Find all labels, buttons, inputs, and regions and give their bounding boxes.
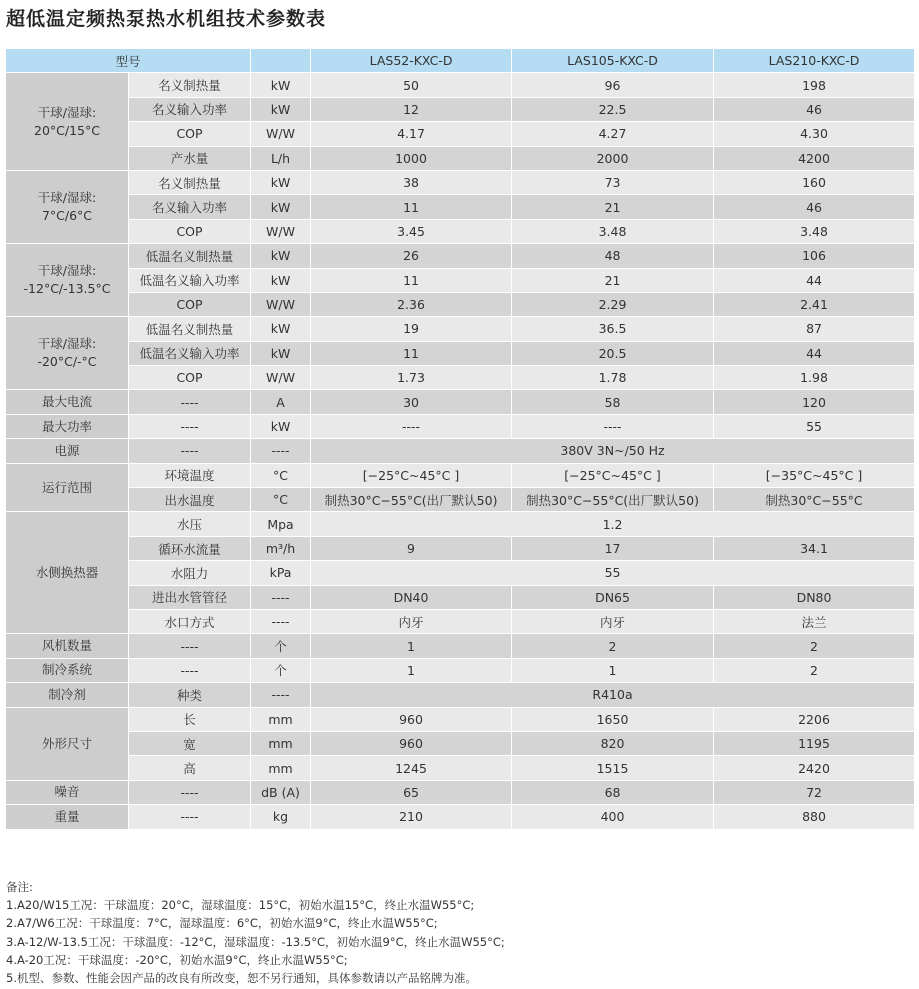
value-cell: 2.36: [311, 292, 512, 316]
unit: ----: [251, 683, 311, 707]
value-cell: 880: [714, 805, 915, 829]
value-cell: 2: [512, 634, 714, 658]
value-cell: 960: [311, 731, 512, 755]
value-cell: 160: [714, 170, 915, 194]
table-row: [6, 366, 915, 390]
value-cell: 4.17: [311, 122, 512, 146]
value-cell: 1650: [512, 707, 714, 731]
unit: kPa: [251, 561, 311, 585]
value-cell: 44: [714, 268, 915, 292]
item-name: ----: [129, 805, 251, 829]
item-name: ----: [129, 634, 251, 658]
value-cell: 制热30°C−55°C: [714, 488, 915, 512]
header-row: [6, 49, 915, 73]
table-row: [6, 73, 915, 97]
unit: A: [251, 390, 311, 414]
group-label: 外形尺寸: [6, 707, 129, 780]
model-name: LAS210-KXC-D: [714, 49, 915, 73]
value-cell: DN40: [311, 585, 512, 609]
item-name: 环境温度: [129, 463, 251, 487]
value-cell: 38: [311, 170, 512, 194]
value-cell: 1195: [714, 731, 915, 755]
unit: mm: [251, 707, 311, 731]
value-cell: 内牙: [311, 609, 512, 633]
item-name: COP: [129, 122, 251, 146]
table-row: [6, 439, 915, 463]
group-label: 干球/湿球: 20°C/15°C: [6, 73, 129, 171]
table-row: [6, 219, 915, 243]
table-row: [6, 122, 915, 146]
value-cell: DN80: [714, 585, 915, 609]
unit: kW: [251, 73, 311, 97]
item-name: 进出水管管径: [129, 585, 251, 609]
value-cell: 36.5: [512, 317, 714, 341]
unit: kW: [251, 414, 311, 438]
value-cell: 106: [714, 244, 915, 268]
table-row: [6, 463, 915, 487]
value-cell: 34.1: [714, 536, 915, 560]
value-merged: R410a: [311, 683, 915, 707]
value-cell: DN65: [512, 585, 714, 609]
value-cell: 55: [714, 414, 915, 438]
header-unit-cell: [251, 49, 311, 73]
value-cell: 96: [512, 73, 714, 97]
group-label: 最大电流: [6, 390, 129, 414]
item-name: 种类: [129, 683, 251, 707]
value-cell: ----: [512, 414, 714, 438]
table-row: [6, 561, 915, 585]
value-cell: 21: [512, 195, 714, 219]
item-name: 名义输入功率: [129, 195, 251, 219]
page-title: 超低温定频热泵热水机组技术参数表: [6, 8, 327, 30]
table-row: [6, 414, 915, 438]
unit: L/h: [251, 146, 311, 170]
item-name: ----: [129, 390, 251, 414]
unit: W/W: [251, 122, 311, 146]
unit: Mpa: [251, 512, 311, 536]
unit: kW: [251, 268, 311, 292]
table-row: [6, 292, 915, 316]
table-row: [6, 170, 915, 194]
item-name: ----: [129, 658, 251, 682]
table-row: [6, 512, 915, 536]
group-label: 电源: [6, 439, 129, 463]
value-cell: 48: [512, 244, 714, 268]
value-cell: 4200: [714, 146, 915, 170]
value-cell: 3.48: [714, 219, 915, 243]
value-cell: 19: [311, 317, 512, 341]
table-row: [6, 658, 915, 682]
group-label: 干球/湿球: -12°C/-13.5°C: [6, 244, 129, 317]
item-name: COP: [129, 292, 251, 316]
unit: kW: [251, 317, 311, 341]
item-name: 高: [129, 756, 251, 780]
table-row: [6, 683, 915, 707]
item-name: 低温名义输入功率: [129, 268, 251, 292]
value-cell: 9: [311, 536, 512, 560]
value-cell: 1: [512, 658, 714, 682]
unit: °C: [251, 463, 311, 487]
unit: °C: [251, 488, 311, 512]
unit: m³/h: [251, 536, 311, 560]
item-name: 名义输入功率: [129, 97, 251, 121]
group-label: 干球/湿球: -20°C/-°C: [6, 317, 129, 390]
spec-table: [5, 48, 915, 830]
item-name: 低温名义制热量: [129, 244, 251, 268]
unit: kg: [251, 805, 311, 829]
unit: mm: [251, 731, 311, 755]
unit: 个: [251, 658, 311, 682]
notes-heading: 备注:: [6, 880, 33, 894]
value-cell: 1000: [311, 146, 512, 170]
table-row: [6, 488, 915, 512]
item-name: 名义制热量: [129, 170, 251, 194]
table-row: [6, 536, 915, 560]
value-cell: 2420: [714, 756, 915, 780]
group-label: 风机数量: [6, 634, 129, 658]
note-line: 1.A20/W15工况：干球温度：20°C，湿球温度：15°C，初始水温15°C，终止水温W55°C;: [6, 898, 475, 913]
value-cell: 1245: [311, 756, 512, 780]
value-merged: 380V 3N~/50 Hz: [311, 439, 915, 463]
table-row: [6, 780, 915, 804]
group-label: 噪音: [6, 780, 129, 804]
value-cell: 72: [714, 780, 915, 804]
value-cell: 2.41: [714, 292, 915, 316]
unit: W/W: [251, 219, 311, 243]
unit: ----: [251, 439, 311, 463]
item-name: 宽: [129, 731, 251, 755]
value-cell: 120: [714, 390, 915, 414]
model-name: LAS105-KXC-D: [512, 49, 714, 73]
item-name: ----: [129, 414, 251, 438]
item-name: 长: [129, 707, 251, 731]
group-label: 干球/湿球: 7°C/6°C: [6, 170, 129, 243]
value-cell: 17: [512, 536, 714, 560]
value-cell: 1.78: [512, 366, 714, 390]
item-name: 出水温度: [129, 488, 251, 512]
value-cell: 2: [714, 634, 915, 658]
value-cell: 44: [714, 341, 915, 365]
table-row: [6, 634, 915, 658]
value-cell: [−25°C~45°C ]: [512, 463, 714, 487]
unit: kW: [251, 170, 311, 194]
value-cell: 210: [311, 805, 512, 829]
value-cell: 2000: [512, 146, 714, 170]
value-cell: 12: [311, 97, 512, 121]
value-cell: 87: [714, 317, 915, 341]
value-cell: 1.98: [714, 366, 915, 390]
table-row: [6, 195, 915, 219]
unit: W/W: [251, 366, 311, 390]
note-line: 2.A7/W6工况：干球温度：7°C，湿球温度：6°C，初始水温9°C，终止水温W55°C;: [6, 916, 438, 931]
table-row: [6, 244, 915, 268]
value-cell: 1: [311, 634, 512, 658]
group-label: 运行范围: [6, 463, 129, 512]
group-label: 水侧换热器: [6, 512, 129, 634]
item-name: COP: [129, 219, 251, 243]
unit: W/W: [251, 292, 311, 316]
value-cell: 21: [512, 268, 714, 292]
table-row: [6, 756, 915, 780]
notes: [6, 878, 505, 987]
value-cell: 法兰: [714, 609, 915, 633]
value-cell: 11: [311, 341, 512, 365]
table-row: [6, 317, 915, 341]
value-cell: 68: [512, 780, 714, 804]
value-cell: 2206: [714, 707, 915, 731]
item-name: 产水量: [129, 146, 251, 170]
value-cell: 820: [512, 731, 714, 755]
value-cell: 65: [311, 780, 512, 804]
unit: kW: [251, 97, 311, 121]
item-name: 水阻力: [129, 561, 251, 585]
table-row: [6, 341, 915, 365]
value-cell: 2: [714, 658, 915, 682]
value-cell: 400: [512, 805, 714, 829]
unit: ----: [251, 585, 311, 609]
value-cell: 3.48: [512, 219, 714, 243]
value-cell: ----: [311, 414, 512, 438]
unit: ----: [251, 609, 311, 633]
item-name: 低温名义制热量: [129, 317, 251, 341]
value-cell: 2.29: [512, 292, 714, 316]
group-label: 最大功率: [6, 414, 129, 438]
model-label: 型号: [6, 49, 251, 73]
note-line: 4.A-20工况：干球温度：-20°C，初始水温9°C，终止水温W55°C;: [6, 952, 348, 967]
value-cell: 4.27: [512, 122, 714, 146]
value-cell: 1515: [512, 756, 714, 780]
table-row: [6, 146, 915, 170]
value-merged: 55: [311, 561, 915, 585]
item-name: 水压: [129, 512, 251, 536]
item-name: 名义制热量: [129, 73, 251, 97]
table-row: [6, 609, 915, 633]
value-cell: 制热30°C−55°C(出厂默认50): [311, 488, 512, 512]
item-name: COP: [129, 366, 251, 390]
item-name: 循环水流量: [129, 536, 251, 560]
unit: mm: [251, 756, 311, 780]
group-label: 制冷剂: [6, 683, 129, 707]
value-cell: 960: [311, 707, 512, 731]
unit: dB (A): [251, 780, 311, 804]
note-line: 5.机型、参数、性能会因产品的改良有所改变，恕不另行通知，具体参数请以产品铭牌为准。: [6, 971, 477, 986]
value-cell: 制热30°C−55°C(出厂默认50): [512, 488, 714, 512]
value-cell: 58: [512, 390, 714, 414]
value-cell: 22.5: [512, 97, 714, 121]
item-name: 水口方式: [129, 609, 251, 633]
table-row: [6, 268, 915, 292]
value-cell: 73: [512, 170, 714, 194]
table-row: [6, 731, 915, 755]
item-name: 低温名义输入功率: [129, 341, 251, 365]
table-row: [6, 585, 915, 609]
value-cell: 198: [714, 73, 915, 97]
value-cell: 46: [714, 97, 915, 121]
value-cell: 50: [311, 73, 512, 97]
table-row: [6, 805, 915, 829]
value-cell: [−35°C~45°C ]: [714, 463, 915, 487]
value-cell: 内牙: [512, 609, 714, 633]
note-line: 3.A-12/W-13.5工况：干球温度：-12°C，湿球温度：-13.5°C，初始水温9°C，终止水温W55°C;: [6, 934, 505, 949]
unit: 个: [251, 634, 311, 658]
value-merged: 1.2: [311, 512, 915, 536]
group-label: 重量: [6, 805, 129, 829]
value-cell: [−25°C~45°C ]: [311, 463, 512, 487]
table-row: [6, 390, 915, 414]
value-cell: 1: [311, 658, 512, 682]
value-cell: 11: [311, 268, 512, 292]
table-row: [6, 707, 915, 731]
value-cell: 1.73: [311, 366, 512, 390]
table-row: [6, 97, 915, 121]
value-cell: 20.5: [512, 341, 714, 365]
item-name: ----: [129, 780, 251, 804]
item-name: ----: [129, 439, 251, 463]
group-label: 制冷系统: [6, 658, 129, 682]
unit: kW: [251, 244, 311, 268]
model-name: LAS52-KXC-D: [311, 49, 512, 73]
value-cell: 30: [311, 390, 512, 414]
value-cell: 26: [311, 244, 512, 268]
value-cell: 11: [311, 195, 512, 219]
value-cell: 46: [714, 195, 915, 219]
unit: kW: [251, 195, 311, 219]
unit: kW: [251, 341, 311, 365]
value-cell: 4.30: [714, 122, 915, 146]
value-cell: 3.45: [311, 219, 512, 243]
